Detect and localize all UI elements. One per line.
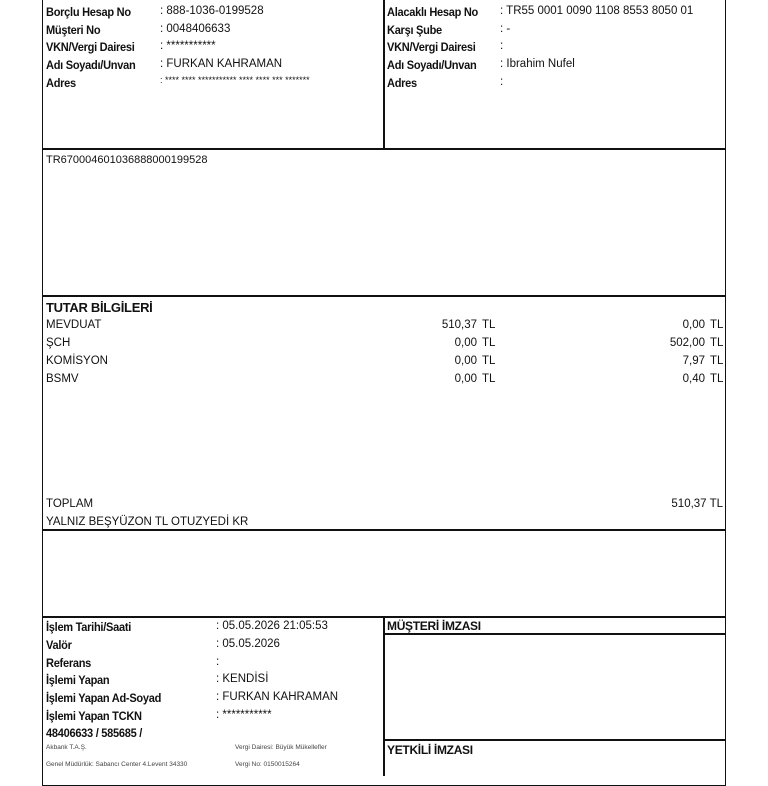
performer-tckn: : *********** bbox=[216, 709, 272, 721]
value-date: : 05.05.2026 bbox=[216, 638, 280, 650]
amount-row-col1: 0,00 bbox=[454, 373, 477, 385]
footer-tax-office: Vergi Dairesi: Büyük Mükellefler bbox=[235, 744, 327, 751]
reference-label: Referans bbox=[46, 656, 92, 670]
performer-name-label: İşlemi Yapan Ad-Soyad bbox=[46, 691, 162, 705]
amount-row-col1-unit: TL bbox=[482, 355, 496, 367]
performed-by: : KENDİSİ bbox=[216, 673, 269, 685]
amount-row-col1: 0,00 bbox=[454, 355, 477, 367]
amount-row-col2: 0,00 bbox=[682, 319, 705, 331]
divider-customer-signature bbox=[383, 633, 726, 635]
amount-row-label: BSMV bbox=[46, 373, 79, 385]
creditor-branch: : - bbox=[500, 23, 511, 35]
debtor-tax: : *********** bbox=[160, 40, 216, 52]
creditor-tax-label: VKN/Vergi Dairesi bbox=[387, 40, 476, 54]
amount-row-col2-unit: TL bbox=[710, 337, 724, 349]
transaction-description: TR670004601036888000199528 bbox=[46, 154, 208, 166]
debtor-customer-no: : 0048406633 bbox=[160, 23, 231, 35]
header-column-divider bbox=[383, 0, 385, 149]
creditor-address: : bbox=[500, 76, 504, 88]
creditor-name: : Ibrahim Nufel bbox=[500, 58, 575, 70]
amount-row-label: KOMİSYON bbox=[46, 355, 108, 367]
debtor-tax-label: VKN/Vergi Dairesi bbox=[46, 40, 135, 54]
debtor-account-no: : 888-1036-0199528 bbox=[160, 5, 264, 17]
customer-signature-label: MÜŞTERİ İMZASI bbox=[387, 619, 481, 633]
signature-column-divider bbox=[383, 616, 385, 776]
value-date-label: Valör bbox=[46, 638, 72, 652]
total-amount: 510,37 TL bbox=[671, 498, 723, 510]
amount-row-col1-unit: TL bbox=[482, 319, 496, 331]
performed-by-label: İşlemi Yapan bbox=[46, 673, 110, 687]
reference-code: 48406633 / 585685 / bbox=[46, 726, 143, 740]
transaction-date-label: İşlem Tarihi/Saati bbox=[46, 620, 132, 634]
amount-row-col2: 7,97 bbox=[682, 355, 705, 367]
transaction-date: : 05.05.2026 21:05:53 bbox=[216, 620, 328, 632]
performer-tckn-label: İşlemi Yapan TCKN bbox=[46, 709, 142, 723]
amount-in-words: YALNIZ BEŞYÜZON TL OTUZYEDİ KR bbox=[46, 516, 249, 528]
divider-amounts bbox=[42, 529, 726, 531]
amount-row-col2-unit: TL bbox=[710, 373, 724, 385]
amount-row-col1-unit: TL bbox=[482, 337, 496, 349]
creditor-account-no: : TR55 0001 0090 1108 8553 8050 01 bbox=[500, 5, 694, 17]
creditor-tax: : bbox=[500, 40, 504, 52]
creditor-address-label: Adres bbox=[387, 76, 417, 90]
amount-row-col2-unit: TL bbox=[710, 319, 724, 331]
debtor-customer-no-label: Müşteri No bbox=[46, 23, 101, 37]
debtor-address: : **** **** *********** **** **** *** ******* bbox=[160, 75, 310, 85]
footer-tax-no: Vergi No: 0150015264 bbox=[235, 761, 300, 768]
debtor-account-no-label: Borçlu Hesap No bbox=[46, 5, 131, 19]
debtor-name: : FURKAN KAHRAMAN bbox=[160, 58, 283, 70]
divider-header bbox=[42, 148, 726, 150]
performer-name: : FURKAN KAHRAMAN bbox=[216, 691, 339, 703]
amount-row-col1-unit: TL bbox=[482, 373, 496, 385]
creditor-name-label: Adı Soyadı/Unvan bbox=[387, 58, 477, 72]
divider-authorized-signature bbox=[383, 739, 726, 741]
amount-row-col2-unit: TL bbox=[710, 355, 724, 367]
amount-row-label: ŞCH bbox=[46, 337, 71, 349]
creditor-account-no-label: Alacaklı Hesap No bbox=[387, 5, 479, 19]
amount-row-label: MEVDUAT bbox=[46, 319, 102, 331]
total-label: TOPLAM bbox=[46, 498, 94, 510]
amount-row-col2: 0,40 bbox=[682, 373, 705, 385]
reference: : bbox=[216, 656, 220, 668]
footer-hq: Genel Müdürlük: Sabancı Center 4.Levent 34330 bbox=[46, 761, 188, 768]
creditor-branch-label: Karşı Şube bbox=[387, 23, 442, 37]
divider-description bbox=[42, 295, 726, 297]
footer-company: Akbank T.A.Ş. bbox=[46, 744, 87, 751]
amounts-title: TUTAR BİLGİLERİ bbox=[46, 300, 153, 315]
debtor-name-label: Adı Soyadı/Unvan bbox=[46, 58, 136, 72]
amount-row-col2: 502,00 bbox=[669, 337, 705, 349]
amount-row-col1: 510,37 bbox=[441, 319, 477, 331]
debtor-address-label: Adres bbox=[46, 76, 76, 90]
amount-row-col1: 0,00 bbox=[454, 337, 477, 349]
authorized-signature-label: YETKİLİ İMZASI bbox=[387, 743, 473, 757]
